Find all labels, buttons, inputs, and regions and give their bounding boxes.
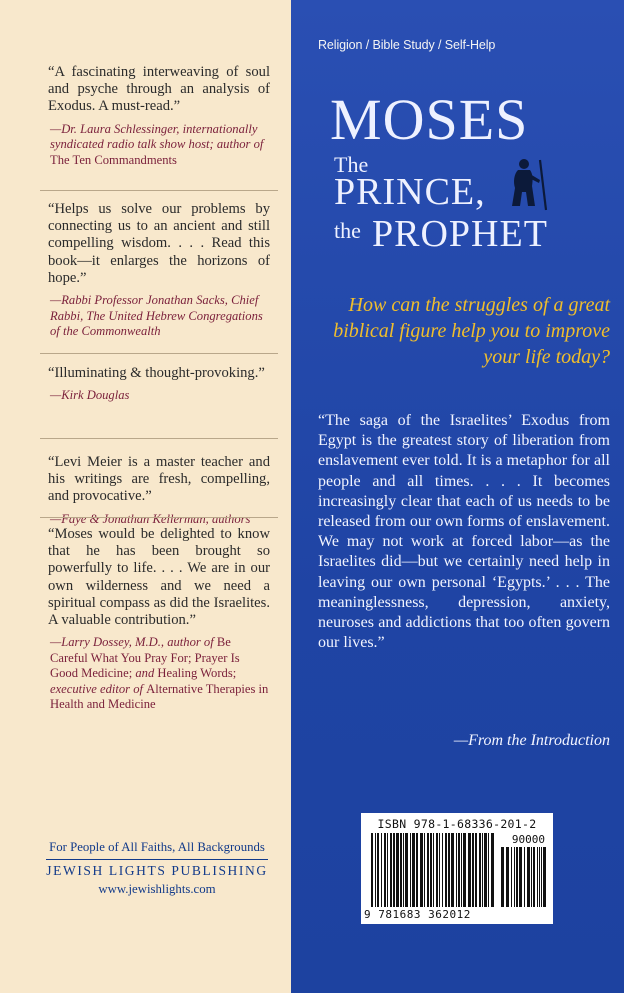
blurb-attribution: —Dr. Laura Schlessinger, internationally syndicated radio talk show host; author of The Ten Commandments <box>50 121 264 167</box>
publisher-url: www.jewishlights.com <box>98 882 216 896</box>
publisher-rule <box>46 859 268 860</box>
publisher-block <box>40 840 274 897</box>
blurb-divider <box>40 190 278 191</box>
book-title-the-second: the <box>334 218 361 243</box>
blurb-quote: “Helps us solve our problems by connecting us to an ancient and still compelling wisdom. . . . Read this book—it enlarges the horizons of hope.” <box>48 201 270 286</box>
isbn-barcode <box>361 813 553 924</box>
book-title-the: The <box>334 152 369 177</box>
blurb-quote: “Illuminating & thought-provoking.” <box>48 365 265 381</box>
price-code: 90000 <box>511 833 545 846</box>
blurb-divider <box>40 438 278 439</box>
book-title-prince: PRINCE, <box>334 171 486 213</box>
intro-source: —From the Introduction <box>453 732 610 749</box>
blurb-quote: “Levi Meier is a master teacher and his writings are fresh, compelling, and provocative.” <box>48 454 270 505</box>
ean-number: 9 781683 362012 <box>364 908 471 921</box>
publisher-name: JEWISH LIGHTS PUBLISHING <box>46 863 268 878</box>
moses-silhouette-icon <box>500 154 560 214</box>
book-title-prophet: PROPHET <box>372 213 548 255</box>
blurb-attribution: —Rabbi Professor Jonathan Sacks, Chief Rabbi, The United Hebrew Congregations of the Commonwealth <box>50 293 263 339</box>
blurb-attribution: —Larry Dossey, M.D., author of Be Careful What You Pray For; Prayer Is Good Medicine; and Healing Words; executive editor of Alternative Therapies in Health and Medicine <box>50 635 269 712</box>
intro-excerpt: “The saga of the Israelites’ Exodus from Egypt is the greatest story of liberation from enslavement ever told. It is a metaphor for all people and all times. . . . It becomes increasingly clear that each of us needs to be released from our own forms of enslavement. We may not work at forced labor—as the Israelites did—but we certainly need help in leaving our own personal ‘Egypts.’ . . . The meaninglessness, depression, anxiety, neuroses and addictions that too often govern our lives.” <box>318 412 610 652</box>
ean-bars <box>371 833 494 907</box>
blurb-schlessinger <box>48 64 270 168</box>
blurb-dossey <box>48 526 270 713</box>
blurb-quote: “A fascinating interweaving of soul and psyche through an analysis of Exodus. A must-read.” <box>48 64 270 115</box>
blurb-attribution: —Kirk Douglas <box>50 388 130 403</box>
blurb-douglas <box>48 365 270 404</box>
book-title-main: MOSES <box>330 87 529 152</box>
cover-tagline: How can the struggles of a great biblical figure help you to improve your life today? <box>333 294 610 368</box>
blurb-attribution: —Faye & Jonathan Kellerman, authors <box>50 511 251 526</box>
blurb-divider <box>40 353 278 354</box>
blurb-sacks <box>48 201 270 340</box>
blurb-divider <box>40 517 278 518</box>
blurb-quote: “Moses would be delighted to know that he has been brought so powerfully to life. . . . We are in our own wilderness and we need a spiritual compass as did the Israelites. A valuable contribution.” <box>48 526 270 629</box>
category-label: Religion / Bible Study / Self-Help <box>318 38 496 52</box>
publisher-tagline: For People of All Faiths, All Backgrounds <box>49 840 265 854</box>
addon-bars <box>501 847 546 907</box>
isbn-number: ISBN 978-1-68336-201-2 <box>377 817 537 831</box>
